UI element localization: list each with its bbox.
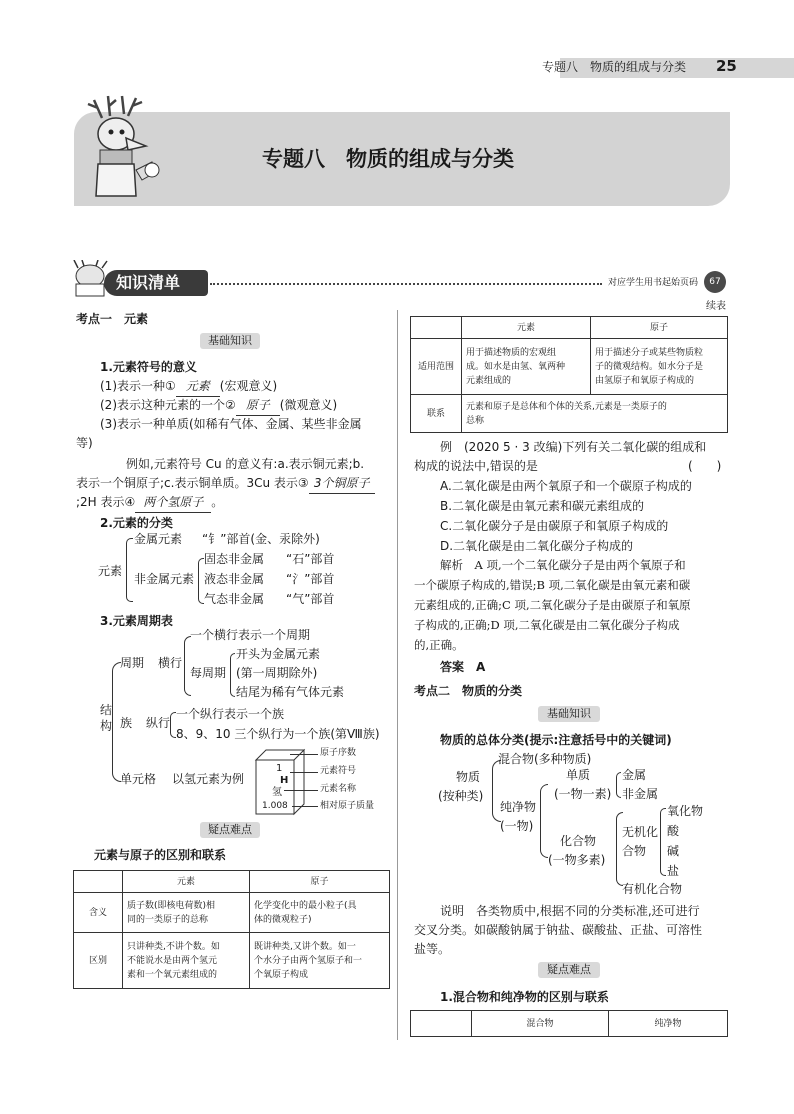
h-periodic-table: 3.元素周期表 [100, 614, 173, 628]
mixture-pure-table [410, 1010, 728, 1037]
inorganic-1: 无机化 [622, 825, 659, 839]
inorganic-brace [660, 808, 666, 876]
period-label: 周期 [120, 656, 145, 670]
table-corner [411, 1011, 472, 1037]
compound-2: (一物多素) [548, 853, 606, 867]
pure-2: (一物) [500, 819, 534, 833]
basic-knowledge-pill: 基础知识 [200, 333, 260, 349]
meaning-element: 质子数(即核电荷数)相 同的一类原子的总称 [123, 893, 250, 933]
line-3b: 等) [76, 436, 93, 450]
class-root: 元素 [98, 564, 123, 578]
cell-name: 氢 [272, 787, 282, 798]
table-corner [411, 317, 462, 339]
organic: 有机化合物 [622, 882, 683, 896]
analysis-1: 解析 A 项,一个二氧化碳分子是由两个氧原子和 [440, 558, 686, 572]
oxide: 氧化物 [667, 804, 704, 818]
example-stem-1: 例 (2020 5 · 3 改编)下列有关二氧化碳的组成和 [440, 440, 707, 454]
leader-3 [284, 790, 318, 791]
row-difference: 区别 [74, 933, 123, 989]
row-scope: 适用范围 [411, 339, 462, 395]
analysis-4: 子构成的,正确;D 项,二氧化碳是由二氧化碳分子构成 [414, 618, 680, 632]
meaning-atom: 化学变化中的最小粒子(具 体的微观粒子) [250, 893, 390, 933]
h-element-class: 2.元素的分类 [100, 516, 173, 530]
th-atom: 原子 [591, 317, 728, 339]
inorganic-2: 合物 [622, 844, 647, 858]
ep-3: 结尾为稀有气体元素 [236, 685, 345, 699]
leader-2 [290, 772, 318, 773]
matter-root-2: (按种类) [438, 789, 484, 803]
difference-atom: 既讲种类,又讲个数。如一 个水分子由两个氢原子和一 个氧原子构成 [250, 933, 390, 989]
running-title: 专题八 物质的组成与分类 [542, 60, 687, 74]
liquid-nonmetal: 液态非金属 [204, 572, 265, 586]
column-desc-2: 8、9、10 三个纵行为一个族(第Ⅷ族) [176, 727, 380, 741]
each-period: 每周期 [190, 666, 227, 680]
label-atomic-number: 原子序数 [320, 748, 357, 758]
example-3: ;2H 表示④ 两个氢原子 。 [76, 493, 223, 513]
acid: 酸 [667, 824, 680, 838]
example-stem-2: 构成的说法中,错误的是 [414, 459, 538, 473]
leader-1 [290, 754, 318, 755]
note-1: 说明 各类物质中,根据不同的分类标准,还可进行 [440, 904, 700, 918]
section-page-badge: 67 [704, 271, 726, 293]
liquid-nonmetal-note: “氵”部首 [286, 572, 335, 586]
simple-brace [616, 772, 621, 798]
column-desc-1: 一个纵行表示一个族 [176, 707, 285, 721]
difference-element: 只讲种类,不讲个数。如 不能说水是由两个氢元 素和一个氧元素组成的 [123, 933, 250, 989]
option-a: A.二氧化碳是由两个氧原子和一个碳原子构成的 [440, 479, 692, 493]
note-2: 交叉分类。如碳酸钠属于钠盐、碳酸盐、正盐、可溶性 [414, 923, 703, 937]
classification-title: 物质的总体分类(提示:注意括号中的关键词) [440, 733, 672, 747]
option-c: C.二氧化碳分子是由碳原子和氧原子构成的 [440, 519, 669, 533]
matter-root-1: 物质 [456, 770, 481, 784]
label-name: 元素名称 [320, 784, 357, 794]
h-mixture-pure: 1.混合物和纯净物的区别与联系 [440, 990, 609, 1004]
pure-1: 纯净物 [500, 800, 537, 814]
h-element-symbol: 1.元素符号的意义 [100, 360, 197, 374]
ep-2: (第一周期除外) [236, 666, 318, 680]
kp1-title: 考点一 元素 [76, 312, 149, 326]
difficult-points-pill-2: 疑点难点 [538, 962, 600, 978]
basic-knowledge-pill-2: 基础知识 [538, 706, 600, 722]
th-element: 元素 [462, 317, 591, 339]
th-element: 元素 [123, 871, 250, 893]
scope-atom: 用于描述分子或某些物质粒 子的微观结构。如水分子是 由氢原子和氧原子构成的 [591, 339, 728, 395]
mixture: 混合物(多种物质) [498, 752, 592, 766]
metal-element: 金属元素 [134, 532, 183, 546]
continued-label: 续表 [706, 301, 726, 312]
nonmetal: 非金属 [622, 787, 659, 801]
answer-paren: ( ) [688, 459, 722, 473]
note-3: 盐等。 [414, 942, 451, 956]
example-1: 例如,元素符号 Cu 的意义有:a.表示铜元素;b. [126, 457, 365, 471]
gas-nonmetal: 气态非金属 [204, 592, 265, 606]
metal-note: “钅”部首(金、汞除外) [202, 532, 320, 546]
cell-number: 1 [276, 763, 283, 774]
ep-1: 开头为金属元素 [236, 647, 321, 661]
section-dotted-rule [210, 283, 602, 285]
cell-mass: 1.008 [262, 801, 288, 811]
simple-1: 单质 [566, 768, 591, 782]
answer-line: 答案 A [440, 660, 486, 674]
th-atom: 原子 [250, 871, 390, 893]
class-brace [126, 538, 133, 602]
gas-nonmetal-note: “气”部首 [286, 592, 335, 606]
row-relation: 联系 [411, 395, 462, 433]
section-label: 知识清单 [116, 273, 181, 292]
metal: 金属 [622, 768, 647, 782]
salt: 盐 [667, 864, 680, 878]
structure-root: 结构 [100, 703, 113, 733]
row-label: 横行 [158, 656, 183, 670]
th-mixture: 混合物 [472, 1011, 609, 1037]
line-3a: (3)表示一种单质(如稀有气体、金属、某些非金属 [100, 417, 362, 431]
analysis-5: 的,正确。 [414, 638, 464, 652]
line-1: (1)表示一种① 元素 (宏观意义) [100, 377, 277, 397]
cell-label: 单元格 [120, 772, 157, 786]
section-right-text: 对应学生用书起始页码 [608, 278, 699, 288]
each-period-brace [230, 653, 235, 697]
cell-example: 以氢元素为例 [172, 772, 245, 786]
label-symbol: 元素符号 [320, 766, 357, 776]
column-label: 纵行 [146, 716, 171, 730]
base: 碱 [667, 844, 680, 858]
group-label: 族 [120, 716, 133, 730]
kp2-title: 考点二 物质的分类 [414, 684, 523, 698]
row-desc-1: 一个横行表示一个周期 [190, 628, 311, 642]
solid-nonmetal-note: “石”部首 [286, 552, 335, 566]
analysis-3: 元素组成的,正确;C 项,二氧化碳分子是由碳原子和氧原 [414, 598, 691, 612]
pure-brace [540, 784, 548, 858]
h-element-atom: 元素与原子的区别和联系 [94, 848, 227, 862]
option-d: D.二氧化碳是由二氧化碳分子构成的 [440, 539, 634, 553]
deer-mascot-icon [80, 92, 170, 202]
option-b: B.二氧化碳是由氧元素和碳元素组成的 [440, 499, 645, 513]
line-2: (2)表示这种元素的一个② 原子 (微观意义) [100, 396, 337, 416]
nonmetal-element: 非金属元素 [134, 572, 195, 586]
simple-2: (一物一素) [554, 787, 612, 801]
analysis-2: 一个碳原子构成的,错误;B 项,二氧化碳是由氧元素和碳 [414, 578, 691, 592]
page-number: 25 [716, 57, 737, 75]
compound-1: 化合物 [560, 834, 597, 848]
column-divider [397, 310, 398, 1040]
table-corner [74, 871, 123, 893]
scope-element: 用于描述物质的宏观组 成。如水是由氢、氧两种 元素组成的 [462, 339, 591, 395]
leader-4 [292, 806, 318, 807]
solid-nonmetal: 固态非金属 [204, 552, 265, 566]
element-atom-table [73, 870, 390, 989]
chapter-title: 专题八 物质的组成与分类 [262, 147, 514, 171]
example-2: 表示一个铜原子;c.表示铜单质。3Cu 表示③ 3个铜原子 [76, 474, 375, 494]
element-atom-table-cont [410, 316, 728, 433]
label-mass: 相对原子质量 [320, 801, 375, 811]
cell-symbol: H [280, 775, 289, 786]
difficult-points-pill: 疑点难点 [200, 822, 260, 838]
th-pure: 纯净物 [609, 1011, 728, 1037]
row-meaning: 含义 [74, 893, 123, 933]
relation-text: 元素和原子是总体和个体的关系,元素是一类原子的 总称 [462, 395, 728, 433]
